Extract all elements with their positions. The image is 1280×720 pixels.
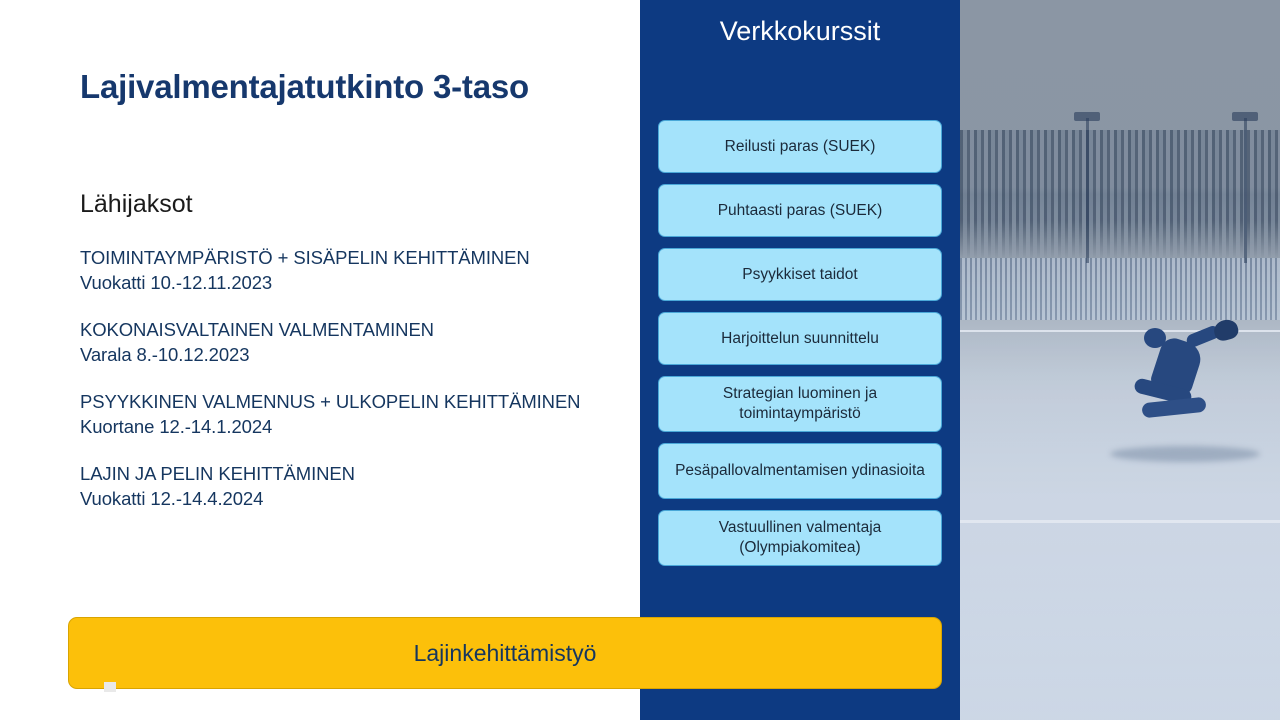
photo-blue-tint [960,0,1280,720]
online-courses-list [640,120,960,577]
list-item [80,462,625,512]
session-place-date: Kuortane 12.-14.1.2024 [80,415,273,437]
course-chip[interactable]: Puhtaasti paras (SUEK) [658,184,942,237]
session-name: KOKONAISVALTAINEN VALMENTAMINEN [80,318,434,340]
session-place-date: Vuokatti 10.-12.11.2023 [80,271,273,293]
list-item [80,390,625,440]
session-name: PSYYKKINEN VALMENNUS + ULKOPELIN KEHITTÄMINEN [80,390,581,412]
list-item [80,318,625,368]
session-name: TOIMINTAYMPÄRISTÖ + SISÄPELIN KEHITTÄMINEN [80,247,530,268]
course-chip[interactable]: Vastuullinen valmentaja (Olympiakomitea) [658,510,942,566]
course-chip[interactable]: Psyykkiset taidot [658,248,942,301]
course-chip[interactable]: Harjoittelun suunnittelu [658,312,942,365]
session-place-date: Vuokatti 12.-14.4.2024 [80,487,264,509]
course-chip[interactable]: Strategian luominen ja toimintaympäristö [658,376,942,432]
list-item [80,246,625,296]
course-chip[interactable]: Pesäpallovalmentamisen ydinasioita [658,443,942,499]
sport-photo [960,0,1280,720]
development-work-label: Lajinkehittämistyö [413,639,597,666]
development-work-banner[interactable] [68,617,942,689]
online-courses-panel [640,0,960,720]
session-place-date: Varala 8.-10.12.2023 [80,343,250,365]
online-courses-title: Verkkokurssit [719,16,881,46]
session-name: LAJIN JA PELIN KEHITTÄMINEN [80,462,355,484]
section-subtitle: Lähijaksot [80,190,193,218]
course-chip[interactable]: Reilusti paras (SUEK) [658,120,942,173]
page-title: Lajivalmentajatutkinto 3-taso [80,68,529,105]
corner-mark [104,682,116,692]
session-list [80,246,625,534]
